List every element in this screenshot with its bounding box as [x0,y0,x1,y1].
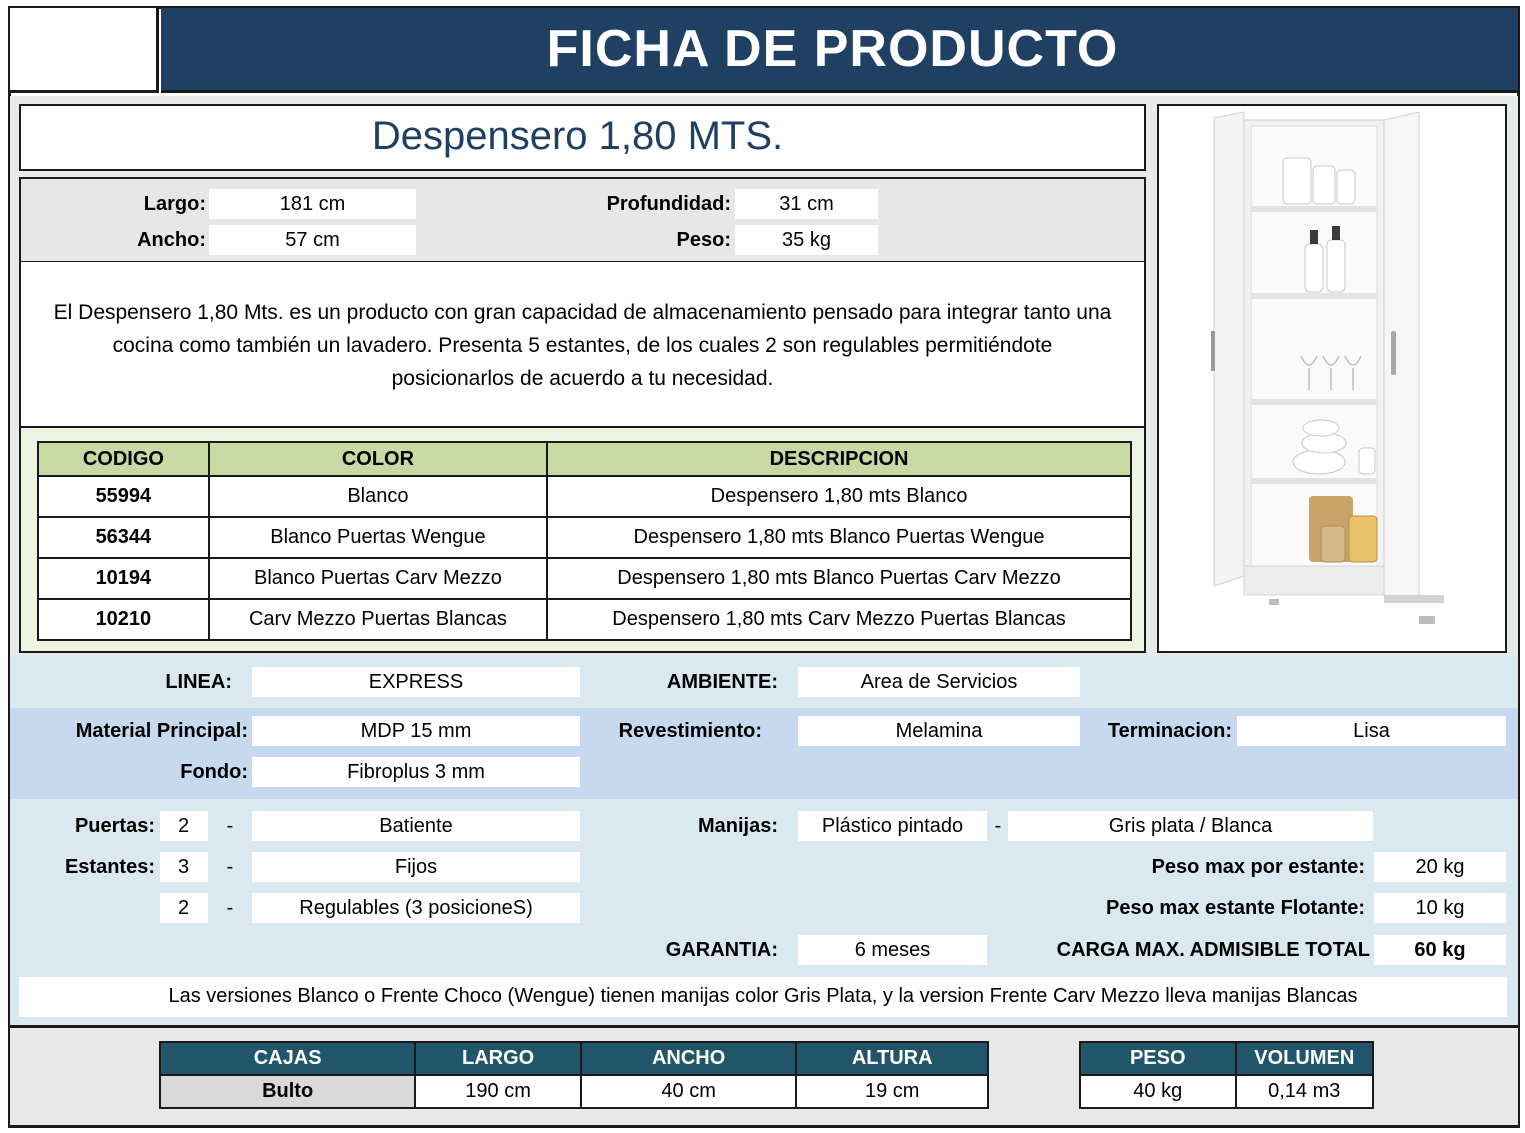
product-image [1157,104,1507,653]
estantes-reg-dash: - [226,897,234,919]
packaging-table [159,1041,989,1109]
manijas-color: Gris plata / Blanca [1008,811,1373,841]
estantes-reg-qty: 2 [160,893,208,923]
manijas-dash: - [994,815,1002,837]
weight-volume-table [1079,1041,1374,1109]
codes-table [37,441,1132,641]
packaging-header-ancho: ANCHO [581,1042,796,1075]
largo-label: Largo: [143,193,206,215]
packaging-largo-cell: 190 cm [415,1075,581,1108]
color-cell: Blanco Puertas Wengue [209,517,547,558]
weight-cell: 40 kg [1080,1075,1236,1108]
logo-placeholder [10,8,159,93]
product-name: Despensero 1,80 MTS. [19,104,1146,171]
weight-header: PESO [1080,1042,1236,1075]
estantes-reg-value: Regulables (3 posicioneS) [252,893,580,923]
table-row [160,1075,988,1108]
estantes-fijos-value: Fijos [252,852,580,882]
carga-value: 60 kg [1374,935,1506,965]
color-cell: Blanco Puertas Carv Mezzo [209,558,547,599]
table-row [38,599,1131,640]
volume-header: VOLUMEN [1236,1042,1373,1075]
estantes-label: Estantes: [64,856,155,878]
peso-estante-label: Peso max por estante: [1151,856,1365,878]
puertas-dash: - [226,815,234,837]
codes-header-codigo: CODIGO [38,442,209,476]
estantes-fijos-qty: 3 [160,852,208,882]
description-cell: Despensero 1,80 mts Carv Mezzo Puertas Blancas [547,599,1131,640]
codes-panel [19,426,1146,653]
page-title: FICHA DE PRODUCTO [161,8,1518,93]
code-cell: 56344 [38,517,209,558]
peso-flotante-value: 10 kg [1374,893,1506,923]
material-value: MDP 15 mm [252,716,580,746]
table-row [38,476,1131,517]
table-row [38,517,1131,558]
description-cell: Despensero 1,80 mts Blanco Puertas Carv Mezzo [547,558,1131,599]
volume-cell: 0,14 m3 [1236,1075,1373,1108]
code-cell: 55994 [38,476,209,517]
packaging-ancho-cell: 40 cm [581,1075,796,1108]
largo-value: 181 cm [209,189,416,219]
pantry-cabinet-illustration [1159,106,1505,651]
puertas-qty: 2 [160,811,208,841]
profundidad-label: Profundidad: [606,193,731,215]
peso-label: Peso: [676,229,731,251]
peso-flotante-label: Peso max estante Flotante: [1106,897,1365,919]
terminacion-value: Lisa [1237,716,1506,746]
color-cell: Blanco [209,476,547,517]
packaging-header-altura: ALTURA [796,1042,988,1075]
ambiente-value: Area de Servicios [798,667,1080,697]
revestimiento-label: Revestimiento: [618,720,762,742]
packaging-header-largo: LARGO [415,1042,581,1075]
fondo-value: Fibroplus 3 mm [252,757,580,787]
codes-header-descripcion: DESCRIPCION [547,442,1131,476]
description-cell: Despensero 1,80 mts Blanco Puertas Wengue [547,517,1131,558]
dimensions-panel [19,177,1146,263]
ambiente-label: AMBIENTE: [666,671,778,693]
profundidad-value: 31 cm [735,189,878,219]
fondo-label: Fondo: [180,761,248,783]
puertas-label: Puertas: [74,815,155,837]
color-cell: Carv Mezzo Puertas Blancas [209,599,547,640]
packaging-header-cajas: CAJAS [160,1042,415,1075]
table-row [38,558,1131,599]
codes-header-color: COLOR [209,442,547,476]
packaging-altura-cell: 19 cm [796,1075,988,1108]
ancho-value: 57 cm [209,225,416,255]
garantia-value: 6 meses [798,935,987,965]
code-cell: 10210 [38,599,209,640]
product-description: El Despensero 1,80 Mts. es un producto con gran capacidad de almacenamiento pensado para integrar tanto una cocina como también un lavadero. Presenta 5 estantes, de los cuales 2 son regulables permitiéndote posicionarlos de acuerdo a tu necesidad. [19,262,1146,428]
manijas-label: Manijas: [697,815,778,837]
garantia-label: GARANTIA: [665,939,778,961]
carga-label: CARGA MAX. ADMISIBLE TOTAL [1056,939,1370,961]
revestimiento-value: Melamina [798,716,1080,746]
terminacion-label: Terminacion: [1107,720,1232,742]
material-label: Material Principal: [75,720,248,742]
puertas-type: Batiente [252,811,580,841]
description-cell: Despensero 1,80 mts Blanco [547,476,1131,517]
handles-note: Las versiones Blanco o Frente Choco (Wengue) tienen manijas color Gris Plata, y la version Frente Carv Mezzo lleva manijas Blancas [19,977,1507,1017]
packaging-type-cell: Bulto [160,1075,415,1108]
estantes-fijos-dash: - [226,856,234,878]
linea-label: LINEA: [165,671,232,693]
linea-value: EXPRESS [252,667,580,697]
peso-estante-value: 20 kg [1374,852,1506,882]
ancho-label: Ancho: [137,229,206,251]
code-cell: 10194 [38,558,209,599]
peso-value: 35 kg [735,225,878,255]
manijas-material: Plástico pintado [798,811,987,841]
table-row [1080,1075,1373,1108]
